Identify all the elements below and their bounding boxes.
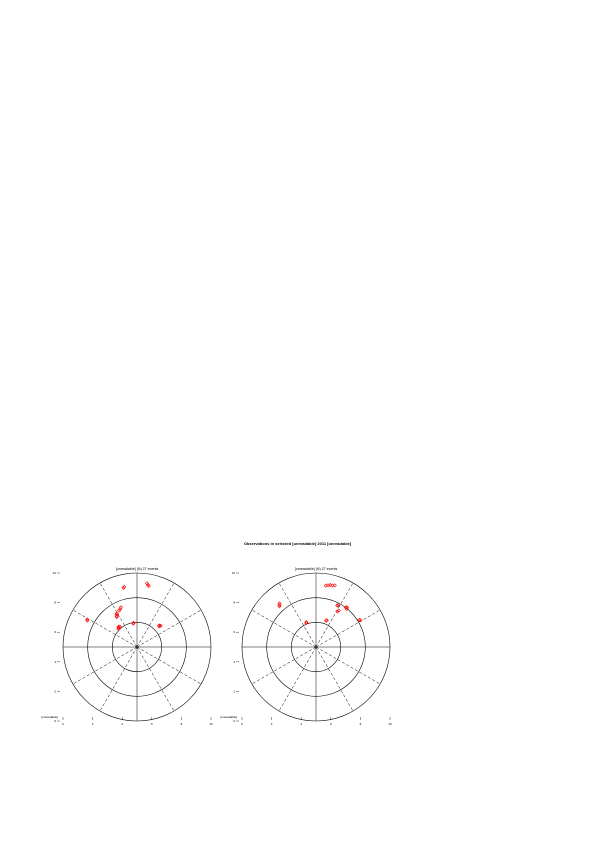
y-tick-label: 0 (233, 719, 235, 723)
panel-title: [unreadable] (N) 27 events (115, 567, 159, 571)
x-tick-label: 10 (388, 722, 392, 726)
y-tick-label: 8 (54, 600, 56, 605)
grid-spoke (279, 647, 316, 711)
axis-corner-label: [unreadable] (220, 715, 237, 719)
grid-spoke (73, 610, 137, 647)
x-tick-label: 2 (270, 722, 273, 726)
x-tick-label: 4 (121, 722, 124, 726)
polar-plot-left (41, 567, 213, 726)
x-tick-label: 8 (359, 722, 362, 726)
grid-spoke (137, 647, 201, 684)
x-tick-label: 4 (300, 722, 303, 726)
y-tick-label: 10 (231, 571, 235, 575)
y-tick-label: 10 (52, 571, 56, 575)
grid-spoke (73, 647, 137, 684)
y-tick-label: 2 (233, 689, 235, 694)
grid-spoke (316, 610, 380, 647)
y-tick-label: 2 (54, 689, 56, 694)
x-tick-label: 0 (62, 722, 64, 726)
grid-spoke (316, 647, 380, 684)
y-tick-label: 6 (54, 630, 56, 635)
axis-corner-label: [unreadable] (41, 715, 58, 719)
x-tick-label: 0 (241, 722, 243, 726)
x-tick-label: 6 (329, 722, 332, 726)
polar-plot-right (220, 567, 392, 726)
grid-spoke (100, 583, 137, 647)
y-tick-label: 6 (233, 630, 235, 635)
grid-spoke (100, 647, 137, 711)
y-tick-label: 4 (54, 659, 56, 664)
grid-spoke (137, 610, 201, 647)
y-tick-label: 4 (233, 659, 235, 664)
grid-spoke (279, 583, 316, 647)
grid-spoke (316, 583, 353, 647)
grid-spoke (137, 583, 174, 647)
x-tick-label: 10 (209, 722, 213, 726)
y-tick-label: 8 (233, 600, 235, 605)
grid-spoke (252, 610, 316, 647)
x-tick-label: 2 (91, 722, 94, 726)
figure-title: Observations in selected [unreadable] 2011 [unreadable] (243, 541, 352, 546)
y-tick-label: 0 (54, 719, 56, 723)
x-tick-label: 8 (180, 722, 183, 726)
grid-spoke (137, 647, 174, 711)
grid-spoke (316, 647, 353, 711)
grid-spoke (252, 647, 316, 684)
panel-title: [unreadable] (N) 27 events (294, 567, 338, 571)
x-tick-label: 6 (150, 722, 153, 726)
